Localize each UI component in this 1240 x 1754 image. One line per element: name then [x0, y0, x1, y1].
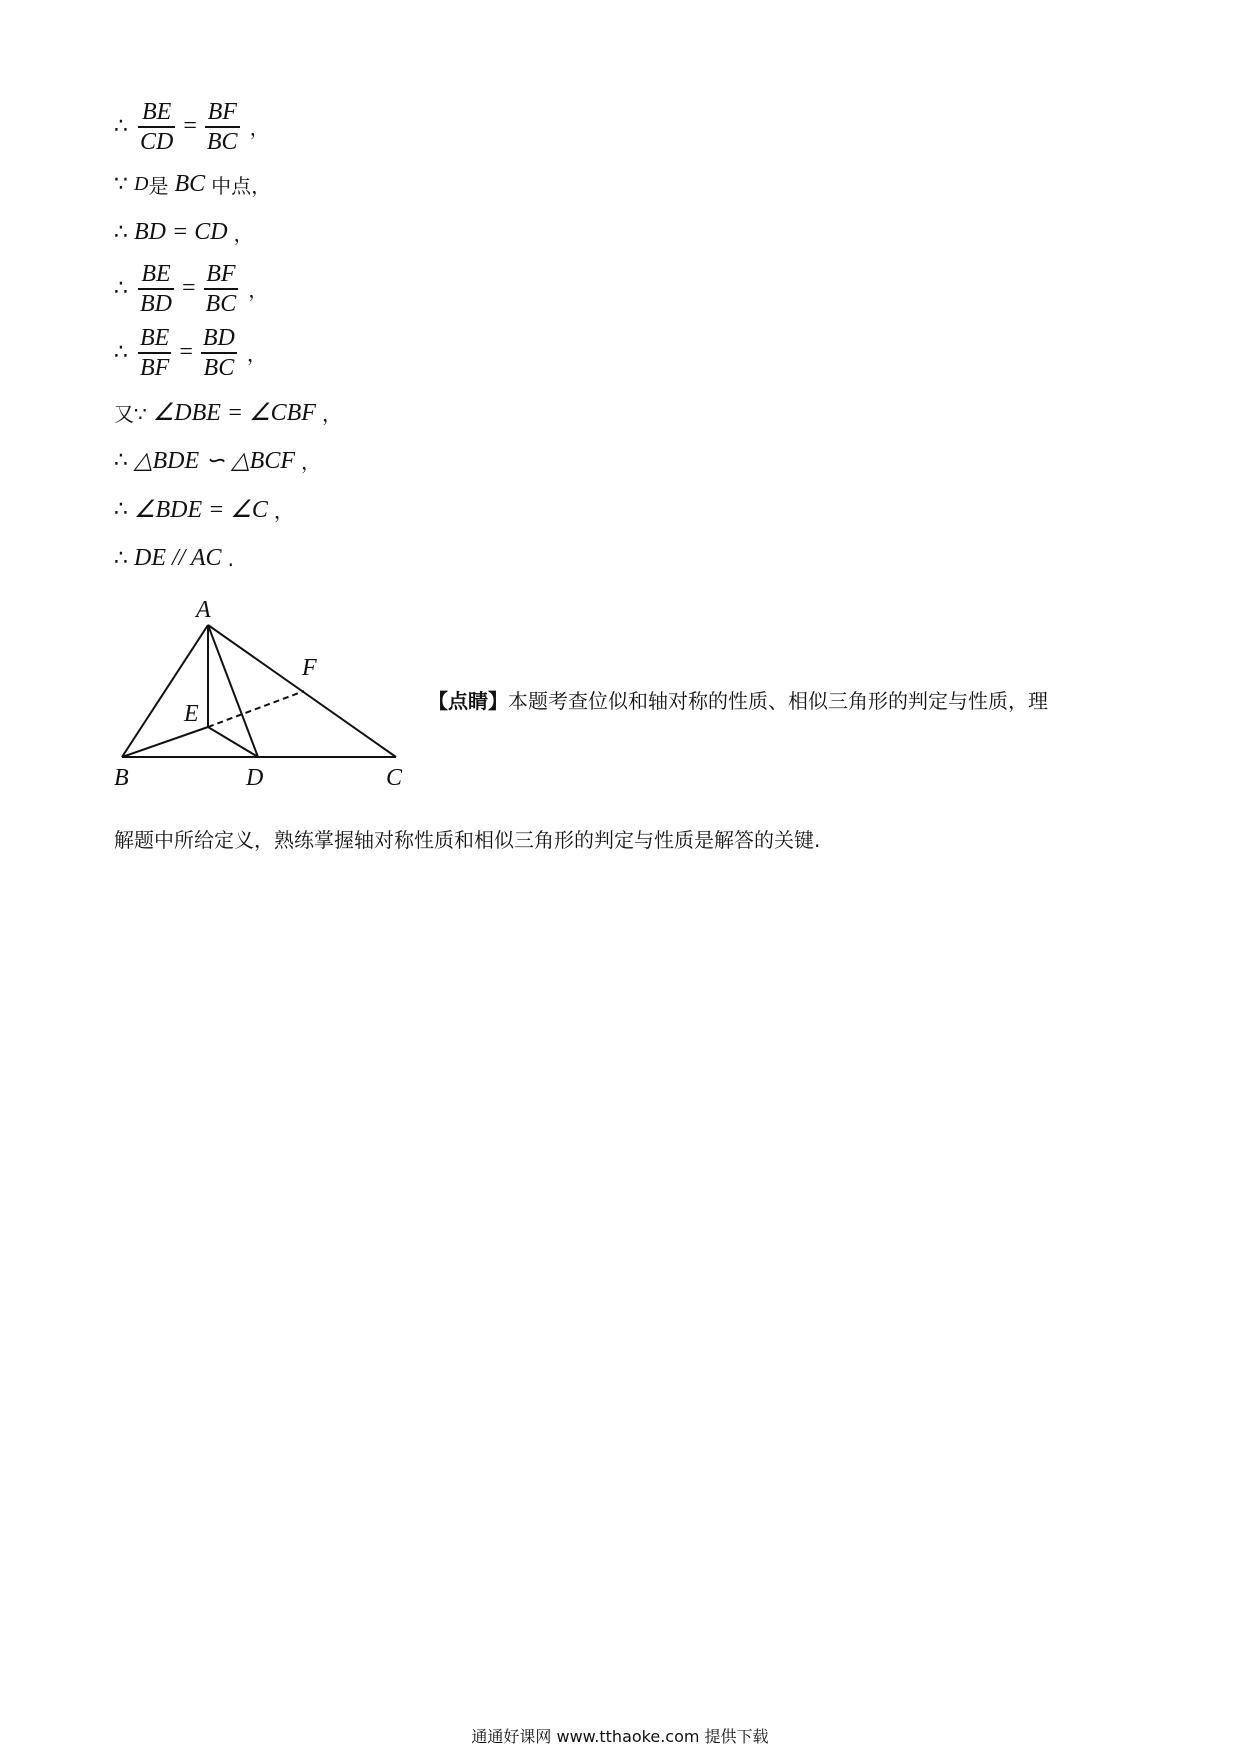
step-3: ∴ BD = CD ， — [114, 219, 254, 246]
comment-tag: 【点睛】 — [428, 689, 508, 713]
page-footer: 通通好课网 www.tthaoke.com 提供下载 — [471, 1727, 769, 1746]
therefore-symbol: ∴ — [114, 340, 128, 366]
label-B: B — [114, 765, 129, 791]
also-because-symbol: 又∵ — [114, 402, 147, 426]
step-5: ∴ $\frac{BE}{BF}$ = $\frac{BD}{BC}$ ， — [114, 325, 267, 381]
step-2: ∵ D 是 BC 中点， — [114, 171, 272, 198]
label-E: E — [184, 701, 199, 727]
therefore-symbol: ∴ — [114, 276, 128, 302]
comment-line-2: 解题中所给定义，熟练掌握轴对称性质和相似三角形的判定与性质是解答的关键. — [114, 828, 821, 852]
fraction: $\frac{BE}{BF}$ — [140, 325, 170, 381]
therefore-symbol: ∴ — [114, 220, 128, 245]
therefore-symbol: ∴ — [114, 546, 128, 571]
fraction: $\frac{BD}{BC}$ — [202, 325, 235, 381]
label-A: A — [196, 597, 211, 623]
fraction: $\frac{BE}{BD}$ — [140, 261, 172, 317]
therefore-symbol: ∴ — [114, 497, 128, 522]
comment-line-1: 【点睛】本题考查位似和轴对称的性质、相似三角形的判定与性质，理 — [428, 689, 1048, 713]
step-8: ∴ ∠BDE = ∠C ， — [114, 497, 294, 523]
triangle-figure — [104, 595, 424, 795]
because-symbol: ∵ — [114, 172, 128, 197]
label-C: C — [386, 765, 403, 791]
step-9: ∴ DE // AC . — [114, 545, 234, 571]
segment-AB — [122, 625, 208, 757]
fraction: $\frac{BE}{CD}$ — [140, 99, 174, 155]
label-D: D — [246, 765, 264, 791]
fraction: $\frac{BF}{BC}$ — [206, 99, 238, 155]
fraction: $\frac{BF}{BC}$ — [205, 261, 237, 317]
segment-EF-dashed — [208, 691, 304, 727]
therefore-symbol: ∴ — [114, 114, 128, 140]
step-4: ∴ $\frac{BE}{BD}$ = $\frac{BF}{BC}$ ， — [114, 261, 269, 317]
label-F: F — [302, 655, 317, 681]
segment-BE — [122, 727, 208, 757]
step-6: 又∵ ∠DBE = ∠CBF ， — [114, 400, 342, 426]
step-7: ∴ △BDE ∽ △BCF ， — [114, 448, 322, 474]
therefore-symbol: ∴ — [114, 448, 128, 473]
segment-AD — [208, 625, 258, 757]
segment-ED — [208, 727, 258, 757]
step-1: ∴ $\frac{BE}{CD}$ = $\frac{BF}{BC}$ ， — [114, 99, 270, 155]
